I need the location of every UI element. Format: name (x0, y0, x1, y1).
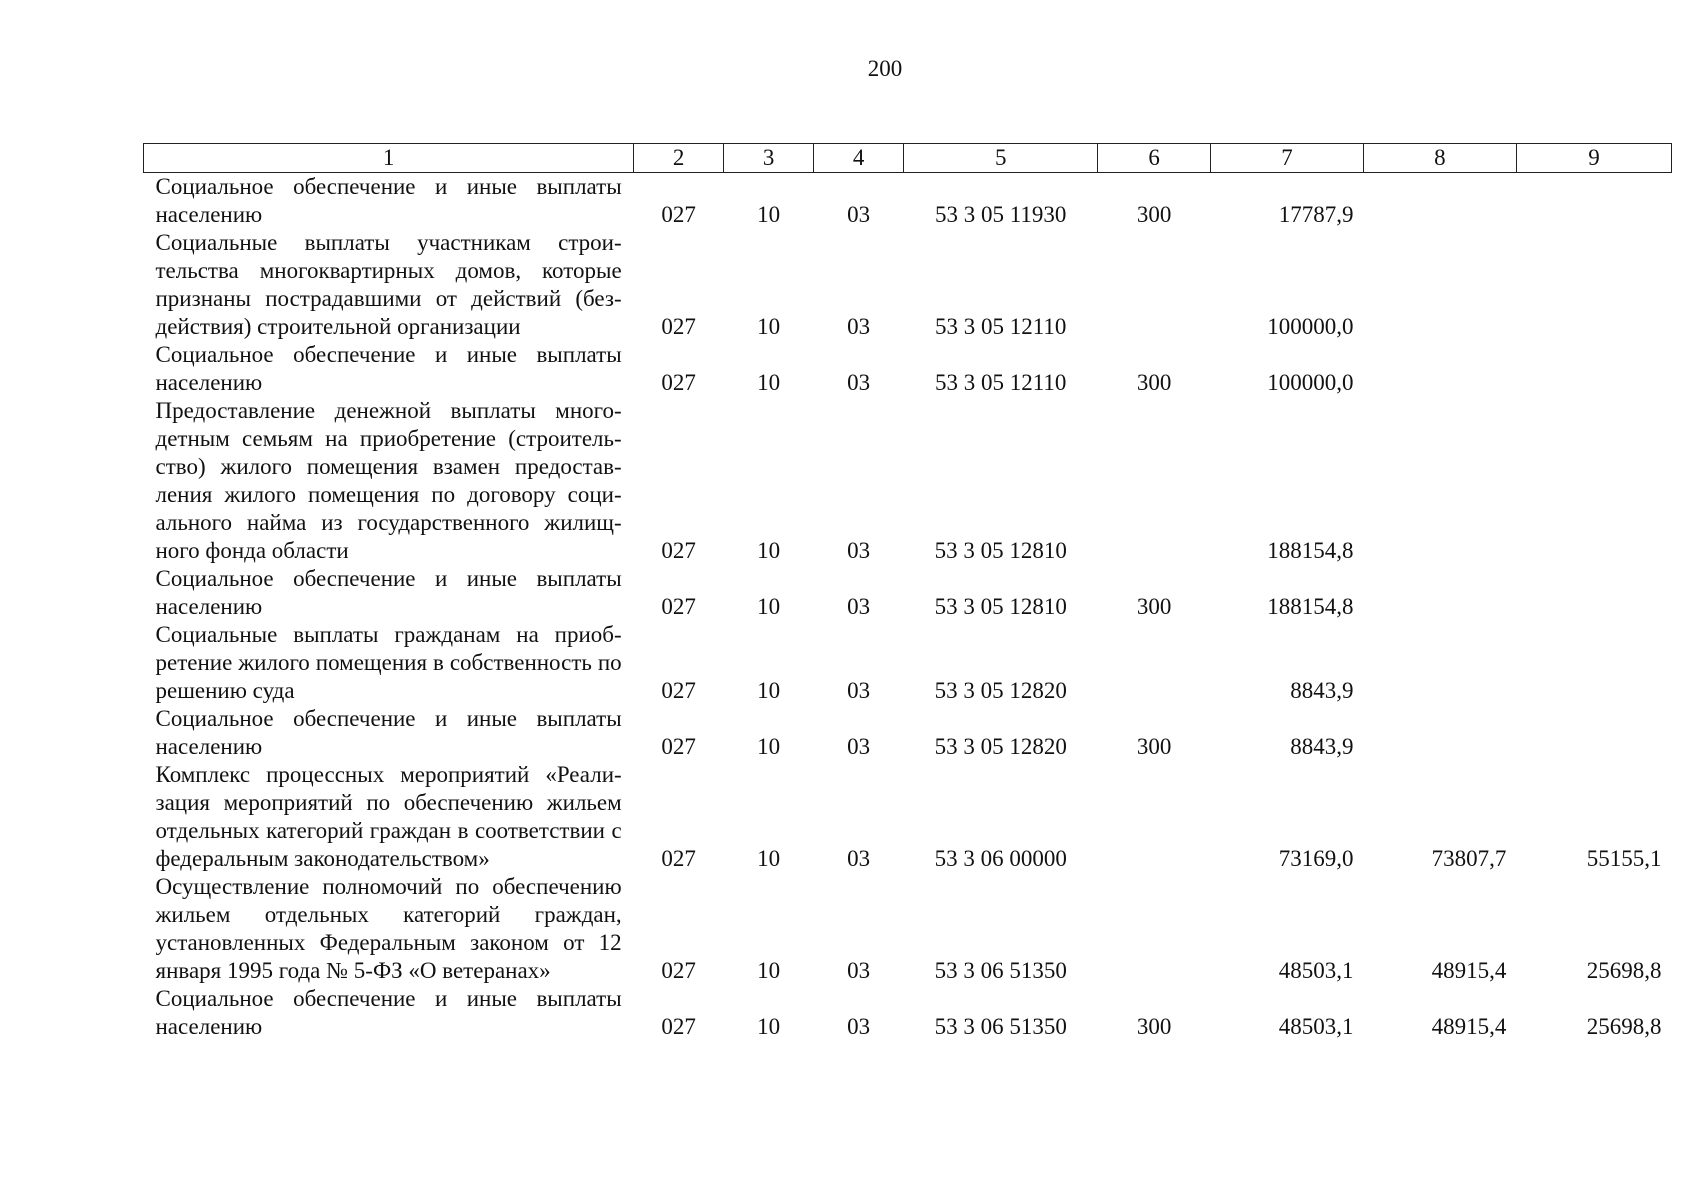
row-col-2: 027 (661, 678, 696, 703)
row-col-3: 10 (757, 594, 781, 619)
row-col-9 (1516, 397, 1671, 565)
row-col-5: 53 3 05 12110 (935, 314, 1067, 339)
row-col-7: 73169,0 (1278, 846, 1354, 871)
header-col-1: 1 (144, 144, 634, 173)
table-row (144, 229, 1672, 341)
row-col-7: 17787,9 (1278, 202, 1354, 227)
row-name: Социальное обеспечение и иные выплаты населению (155, 174, 622, 227)
row-col-3: 10 (757, 370, 781, 395)
row-col-2: 027 (661, 958, 696, 983)
row-col-8 (1363, 621, 1516, 705)
row-col-5: 53 3 05 12110 (935, 370, 1067, 395)
row-col-3: 10 (757, 538, 781, 563)
row-col-7: 8843,9 (1290, 734, 1354, 759)
row-col-8: 48915,4 (1431, 958, 1507, 983)
row-col-2: 027 (661, 370, 696, 395)
row-col-5: 53 3 05 12820 (934, 734, 1067, 759)
row-col-2: 027 (661, 538, 696, 563)
row-col-6: 300 (1136, 594, 1172, 619)
row-col-2: 027 (661, 734, 696, 759)
row-col-2: 027 (661, 314, 696, 339)
table-row (144, 173, 1672, 230)
row-name: Социальное обеспечение и иные выплаты населению (155, 566, 622, 619)
table-header (144, 144, 1672, 173)
table-row (144, 705, 1672, 761)
row-col-6 (1098, 229, 1211, 341)
row-col-6 (1098, 761, 1211, 873)
row-col-6 (1098, 397, 1211, 565)
row-col-7: 100000,0 (1267, 314, 1354, 339)
row-col-5: 53 3 05 12810 (934, 594, 1067, 619)
row-col-9 (1516, 341, 1671, 397)
table-row (144, 761, 1672, 873)
row-col-4: 03 (847, 958, 871, 983)
row-col-8 (1363, 173, 1516, 230)
row-col-4: 03 (847, 734, 871, 759)
row-col-3: 10 (757, 1014, 781, 1039)
budget-table (143, 143, 1672, 1041)
row-col-7: 100000,0 (1267, 370, 1354, 395)
row-col-5: 53 3 06 51350 (934, 1014, 1067, 1039)
row-name: Предоставление денежной выплаты многодетным семьям на приобретение (строительство) жилого помещения взамен предоставления жилого помещения по договору социального найма из государственного жилищного фонда области (155, 398, 622, 563)
row-name: Осуществление полномочий по обеспечению жильем отдельных категорий граждан, установленных Федеральным законом от 12 января 1995 года № 5-ФЗ «О ветеранах» (155, 874, 622, 983)
row-col-9 (1516, 229, 1671, 341)
row-col-3: 10 (757, 314, 781, 339)
header-col-4: 4 (814, 144, 904, 173)
row-col-7: 48503,1 (1278, 958, 1354, 983)
row-col-8 (1363, 229, 1516, 341)
header-col-5: 5 (904, 144, 1098, 173)
row-col-4: 03 (847, 538, 871, 563)
row-col-2: 027 (661, 594, 696, 619)
row-col-9 (1516, 173, 1671, 230)
page-number: 200 (867, 56, 903, 81)
row-col-6: 300 (1136, 370, 1172, 395)
row-name: Социальное обеспечение и иные выплаты населению (155, 706, 622, 759)
row-col-8 (1363, 341, 1516, 397)
row-col-7: 48503,1 (1278, 1014, 1354, 1039)
row-col-5: 53 3 05 11930 (935, 202, 1067, 227)
row-col-8: 48915,4 (1431, 1014, 1507, 1039)
row-col-4: 03 (847, 202, 871, 227)
row-col-8 (1363, 565, 1516, 621)
row-col-4: 03 (847, 846, 871, 871)
header-col-6: 6 (1098, 144, 1211, 173)
row-col-9: 25698,8 (1586, 958, 1662, 983)
row-col-9: 25698,8 (1586, 1014, 1662, 1039)
table-row (144, 621, 1672, 705)
row-col-5: 53 3 06 00000 (934, 846, 1067, 871)
row-col-4: 03 (847, 678, 871, 703)
table-row (144, 873, 1672, 985)
row-col-4: 03 (847, 1014, 871, 1039)
row-col-6: 300 (1136, 734, 1172, 759)
header-col-2: 2 (634, 144, 724, 173)
row-col-8 (1363, 397, 1516, 565)
row-col-8 (1363, 705, 1516, 761)
row-col-4: 03 (847, 314, 871, 339)
header-col-9: 9 (1516, 144, 1671, 173)
row-col-3: 10 (757, 734, 781, 759)
table-row (144, 341, 1672, 397)
table-row (144, 397, 1672, 565)
row-name: Социальные выплаты участникам строительства многоквартирных домов, которые признаны пострадавшими от действий (бездействия) строительной организации (155, 230, 622, 339)
row-col-9 (1516, 705, 1671, 761)
row-col-5: 53 3 06 51350 (934, 958, 1067, 983)
row-col-2: 027 (661, 846, 696, 871)
table-row (144, 985, 1672, 1041)
table-body (144, 173, 1672, 1042)
row-name: Социальное обеспечение и иные выплаты населению (155, 986, 622, 1039)
table-row (144, 565, 1672, 621)
header-col-8: 8 (1363, 144, 1516, 173)
row-col-6 (1098, 621, 1211, 705)
row-col-7: 8843,9 (1290, 678, 1354, 703)
row-col-8: 73807,7 (1431, 846, 1507, 871)
row-col-3: 10 (757, 202, 781, 227)
row-col-2: 027 (661, 202, 696, 227)
row-col-6: 300 (1136, 202, 1172, 227)
row-col-6 (1098, 873, 1211, 985)
row-col-9 (1516, 621, 1671, 705)
row-col-3: 10 (757, 846, 781, 871)
row-col-9 (1516, 565, 1671, 621)
row-col-7: 188154,8 (1267, 594, 1354, 619)
row-col-9: 55155,1 (1586, 846, 1662, 871)
row-col-5: 53 3 05 12810 (934, 538, 1067, 563)
row-col-4: 03 (847, 594, 871, 619)
row-col-3: 10 (757, 678, 781, 703)
row-col-4: 03 (847, 370, 871, 395)
header-col-7: 7 (1211, 144, 1364, 173)
row-col-3: 10 (757, 958, 781, 983)
header-col-3: 3 (724, 144, 814, 173)
row-name: Комплекс процессных мероприятий «Реализация мероприятий по обеспечению жильем отдельных категорий граждан в соответствии с федеральным законодательством» (155, 762, 622, 871)
row-col-5: 53 3 05 12820 (934, 678, 1067, 703)
header-row (144, 144, 1672, 173)
row-name: Социальные выплаты гражданам на приобретение жилого помещения в собственность по решению суда (155, 622, 622, 703)
row-col-7: 188154,8 (1267, 538, 1354, 563)
row-col-6: 300 (1136, 1014, 1172, 1039)
row-name: Социальное обеспечение и иные выплаты населению (155, 342, 622, 395)
row-col-2: 027 (661, 1014, 696, 1039)
